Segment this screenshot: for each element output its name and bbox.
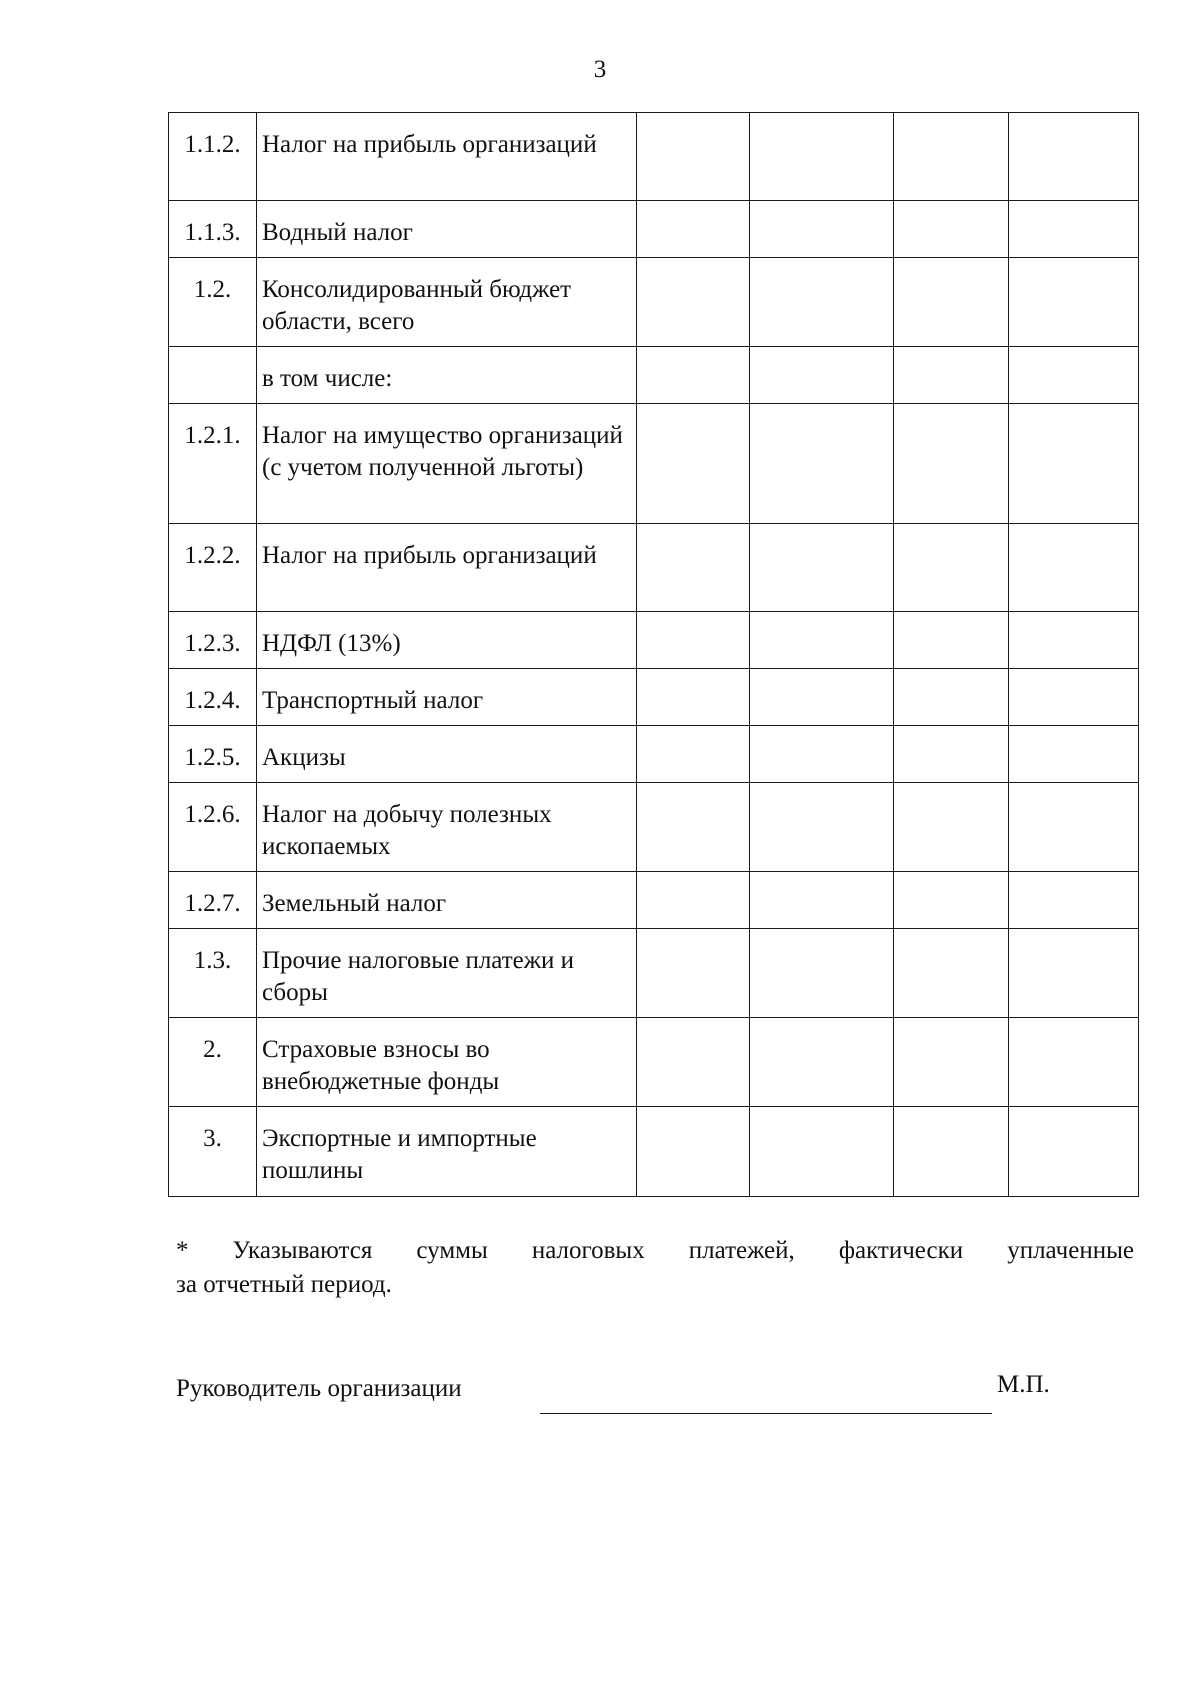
row-name-cell: Водный налог — [257, 201, 637, 258]
value-cell — [894, 929, 1009, 1018]
page-number: 3 — [593, 56, 607, 83]
value-cell — [637, 524, 750, 612]
value-cell — [750, 1107, 894, 1197]
value-cell — [750, 872, 894, 929]
row-number-cell: 1.1.2. — [169, 113, 257, 201]
value-cell — [750, 258, 894, 347]
value-cell — [1009, 1107, 1139, 1197]
value-cell — [637, 929, 750, 1018]
value-cell — [637, 612, 750, 669]
footnote-word: уплаченные — [1007, 1237, 1134, 1264]
value-cell — [1009, 726, 1139, 783]
row-number-cell — [169, 347, 257, 404]
value-cell — [894, 113, 1009, 201]
row-number-cell: 2. — [169, 1018, 257, 1107]
row-name-cell: Страховые взносы во внебюджетные фонды — [257, 1018, 637, 1107]
signature-line — [540, 1413, 992, 1414]
value-cell — [894, 872, 1009, 929]
value-cell — [894, 669, 1009, 726]
value-cell — [894, 1107, 1009, 1197]
table-row — [169, 929, 1139, 1018]
table-body — [169, 113, 1139, 1197]
row-name-cell: Консолидированный бюджет области, всего — [257, 258, 637, 347]
value-cell — [637, 783, 750, 872]
row-number-cell: 1.2. — [169, 258, 257, 347]
value-cell — [894, 783, 1009, 872]
table-row — [169, 669, 1139, 726]
value-cell — [894, 347, 1009, 404]
value-cell — [637, 1018, 750, 1107]
value-cell — [1009, 524, 1139, 612]
value-cell — [1009, 258, 1139, 347]
row-name-cell: Прочие налоговые платежи и сборы — [257, 929, 637, 1018]
value-cell — [1009, 201, 1139, 258]
table-row — [169, 404, 1139, 524]
value-cell — [1009, 872, 1139, 929]
row-number-cell: 1.2.2. — [169, 524, 257, 612]
footnote-word: налоговых — [531, 1237, 645, 1264]
row-number-cell: 1.2.5. — [169, 726, 257, 783]
value-cell — [637, 201, 750, 258]
value-cell — [637, 113, 750, 201]
footnote-word: Указываются — [232, 1237, 373, 1264]
stamp-label: М.П. — [997, 1371, 1050, 1398]
table-row — [169, 347, 1139, 404]
table-row — [169, 201, 1139, 258]
value-cell — [1009, 113, 1139, 201]
row-number-cell: 1.2.7. — [169, 872, 257, 929]
row-name-cell: Налог на прибыль организаций — [257, 113, 637, 201]
row-name-cell: Земельный налог — [257, 872, 637, 929]
value-cell — [637, 872, 750, 929]
value-cell — [750, 1018, 894, 1107]
tax-payments-table — [168, 112, 1139, 1197]
value-cell — [750, 524, 894, 612]
value-cell — [637, 347, 750, 404]
value-cell — [750, 612, 894, 669]
row-number-cell: 3. — [169, 1107, 257, 1197]
value-cell — [637, 669, 750, 726]
row-name-cell: Налог на имущество организаций (с учетом полученной льготы) — [257, 404, 637, 524]
value-cell — [894, 1018, 1009, 1107]
value-cell — [894, 258, 1009, 347]
value-cell — [894, 726, 1009, 783]
table-row — [169, 1107, 1139, 1197]
row-number-cell: 1.2.6. — [169, 783, 257, 872]
row-name-cell: в том числе: — [257, 347, 637, 404]
table-row — [169, 1018, 1139, 1107]
row-number-cell: 1.3. — [169, 929, 257, 1018]
value-cell — [750, 726, 894, 783]
value-cell — [1009, 929, 1139, 1018]
value-cell — [750, 347, 894, 404]
value-cell — [750, 404, 894, 524]
value-cell — [1009, 1018, 1139, 1107]
row-name-cell: Экспортные и импортные пошлины — [257, 1107, 637, 1197]
footnote-word: * — [176, 1237, 189, 1264]
table-row — [169, 872, 1139, 929]
value-cell — [637, 726, 750, 783]
row-name-cell: НДФЛ (13%) — [257, 612, 637, 669]
value-cell — [1009, 347, 1139, 404]
row-name-cell: Акцизы — [257, 726, 637, 783]
table-row — [169, 113, 1139, 201]
signature-label: Руководитель организации — [176, 1375, 462, 1402]
row-number-cell: 1.1.3. — [169, 201, 257, 258]
value-cell — [750, 113, 894, 201]
footnote-word: фактически — [838, 1237, 964, 1264]
value-cell — [894, 201, 1009, 258]
value-cell — [637, 1107, 750, 1197]
value-cell — [1009, 783, 1139, 872]
table-row — [169, 726, 1139, 783]
row-name-cell: Налог на добычу полезных ископаемых — [257, 783, 637, 872]
table-row — [169, 258, 1139, 347]
value-cell — [1009, 669, 1139, 726]
value-cell — [750, 669, 894, 726]
value-cell — [894, 524, 1009, 612]
row-number-cell: 1.2.1. — [169, 404, 257, 524]
value-cell — [750, 929, 894, 1018]
table-row — [169, 524, 1139, 612]
value-cell — [750, 201, 894, 258]
row-number-cell: 1.2.3. — [169, 612, 257, 669]
value-cell — [1009, 612, 1139, 669]
table-row — [169, 612, 1139, 669]
footnote — [176, 1234, 1134, 1302]
row-number-cell: 1.2.4. — [169, 669, 257, 726]
value-cell — [1009, 404, 1139, 524]
footnote-line-1 — [176, 1234, 1134, 1268]
table-row — [169, 783, 1139, 872]
value-cell — [894, 404, 1009, 524]
value-cell — [894, 612, 1009, 669]
footnote-line-2: за отчетный период. — [176, 1271, 392, 1298]
row-name-cell: Транспортный налог — [257, 669, 637, 726]
row-name-cell: Налог на прибыль организаций — [257, 524, 637, 612]
footnote-word: платежей, — [688, 1237, 795, 1264]
footnote-word: суммы — [416, 1237, 488, 1264]
value-cell — [637, 404, 750, 524]
value-cell — [637, 258, 750, 347]
value-cell — [750, 783, 894, 872]
